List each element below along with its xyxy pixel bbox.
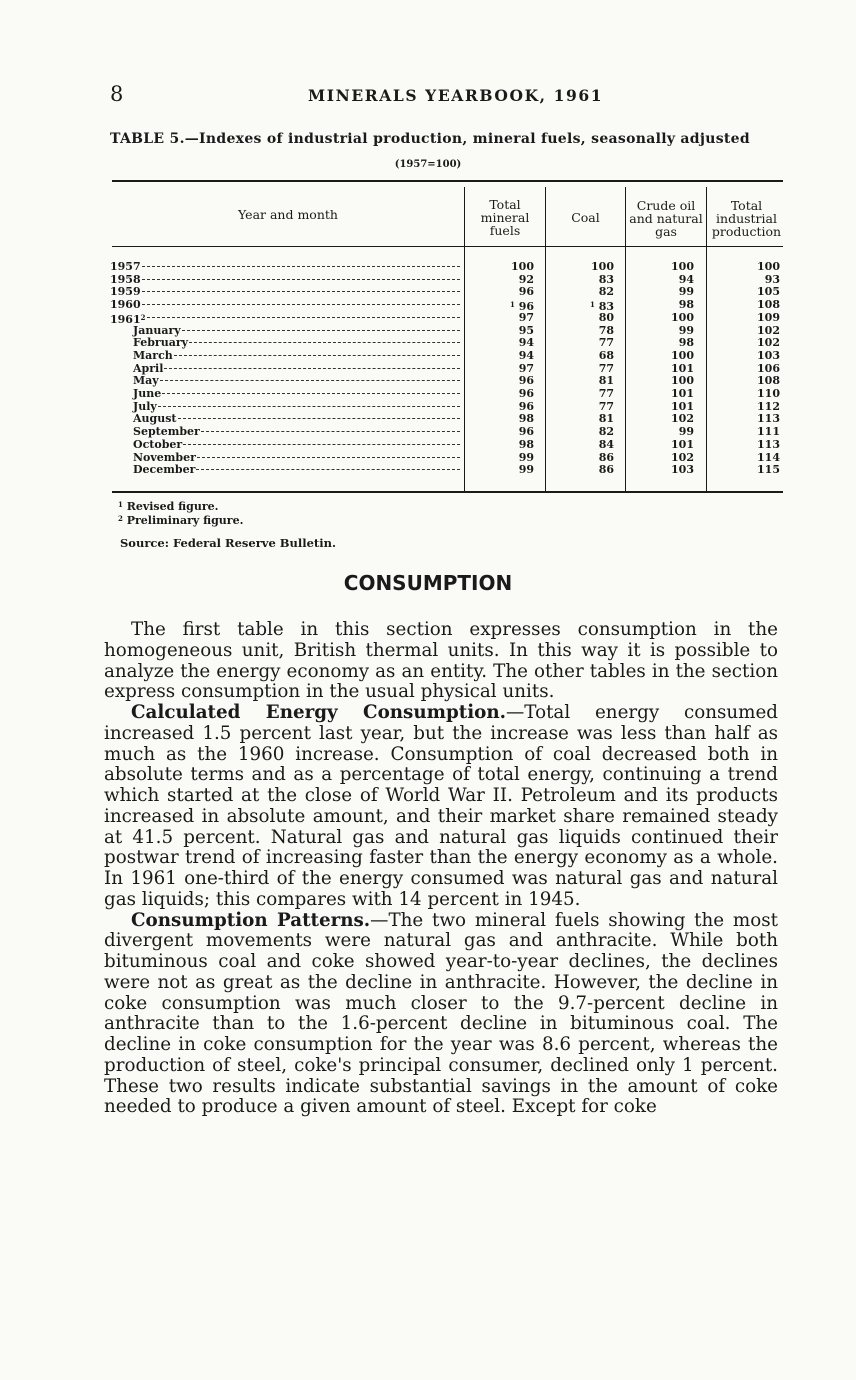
cell-total: 96 bbox=[518, 399, 534, 413]
leader-dots bbox=[142, 291, 460, 292]
cell-industrial: 109 bbox=[757, 310, 780, 324]
cell-coal: 78 bbox=[598, 323, 614, 337]
cell-coal: 77 bbox=[598, 361, 614, 375]
row-label: May bbox=[133, 374, 159, 388]
cell-crude: 100 bbox=[671, 374, 694, 388]
cell-industrial: 112 bbox=[757, 399, 780, 413]
cell-coal: 80 bbox=[598, 310, 614, 324]
table-bottom-rule bbox=[112, 491, 783, 493]
leader-dots bbox=[197, 457, 460, 458]
leader-dots bbox=[142, 304, 460, 305]
cell-crude: 98 bbox=[678, 298, 694, 312]
footnote: $^1$ Revised figure. bbox=[118, 500, 219, 513]
cell-total: 98 bbox=[518, 412, 534, 426]
section-heading: CONSUMPTION bbox=[343, 571, 513, 595]
row-label: 1959 bbox=[110, 285, 141, 299]
row-label: January bbox=[133, 323, 181, 337]
cell-total: 98 bbox=[518, 437, 534, 451]
cell-total: 96 bbox=[518, 285, 534, 299]
cell-total: 96 bbox=[518, 425, 534, 439]
cell-coal: 81 bbox=[598, 374, 614, 388]
leader-dots bbox=[201, 431, 460, 432]
row-label: 1958 bbox=[110, 272, 141, 286]
cell-industrial: 105 bbox=[757, 285, 780, 299]
row-label: November bbox=[133, 450, 196, 464]
page-number: 8 bbox=[110, 82, 124, 106]
cell-total: 94 bbox=[518, 348, 534, 362]
leader-dots bbox=[158, 406, 460, 407]
cell-industrial: 108 bbox=[757, 298, 780, 312]
leader-dots bbox=[196, 469, 460, 470]
cell-crude: 103 bbox=[671, 463, 694, 477]
row-label: March bbox=[133, 348, 173, 362]
cell-crude: 100 bbox=[671, 348, 694, 362]
cell-crude: 98 bbox=[678, 336, 694, 350]
cell-coal: 68 bbox=[598, 348, 614, 362]
cell-coal: $^1$ 83 bbox=[589, 300, 614, 314]
cell-coal: 86 bbox=[598, 463, 614, 477]
leader-dots bbox=[189, 342, 460, 343]
cell-total: 99 bbox=[518, 463, 534, 477]
cell-industrial: 102 bbox=[757, 323, 780, 337]
footnote: $^2$ Preliminary figure. bbox=[118, 514, 244, 527]
leader-dots bbox=[183, 444, 460, 445]
cell-industrial: 113 bbox=[757, 437, 780, 451]
leader-dots bbox=[162, 393, 460, 394]
column-header-crude-oil: Crude oil and natural gas bbox=[629, 198, 703, 239]
run-in-heading: Consumption Patterns. bbox=[131, 909, 371, 931]
cell-coal: 83 bbox=[598, 272, 614, 286]
cell-coal: 82 bbox=[598, 285, 614, 299]
cell-crude: 99 bbox=[678, 425, 694, 439]
cell-coal: 86 bbox=[598, 450, 614, 464]
row-label: June bbox=[133, 387, 162, 400]
table-header-rule bbox=[112, 246, 783, 247]
leader-dots bbox=[182, 330, 460, 331]
cell-total: 97 bbox=[518, 310, 534, 324]
cell-industrial: 106 bbox=[757, 361, 780, 375]
cell-industrial: 113 bbox=[757, 412, 780, 426]
column-header-year: Year and month bbox=[238, 207, 338, 222]
row-label: 1957 bbox=[110, 260, 141, 273]
row-label: October bbox=[133, 437, 183, 451]
row-label: February bbox=[133, 336, 189, 350]
paragraph: Calculated Energy Consumption.—Total energy consumed increased 1.5 percent last year, but the increase was less than half as much as the 1960 increase. Consumption of coal decreased both in absolute terms and as a percentage of total energy, continuing a trend which started at the close of World War II. Petroleum and its products increased in absolute amount, and their market share remained steady at 41.5 percent. Natural gas and natural gas liquids continued their postwar trend of increasing faster than the energy economy as a whole. In 1961 one-third of the energy consumed was natural gas and natural gas liquids; this compares with 14 percent in 1945. bbox=[104, 702, 778, 910]
row-label: 1961$^2$ bbox=[110, 312, 146, 326]
cell-total: 96 bbox=[518, 387, 534, 400]
table-row bbox=[110, 464, 783, 477]
row-label: April bbox=[133, 361, 164, 375]
cell-crude: 100 bbox=[671, 310, 694, 324]
paragraph: Consumption Patterns.—The two mineral fuels showing the most divergent movements were natural gas and anthracite. While both bituminous coal and coke showed year-to-year declines, the declines were not as great as the decline in anthracite. However, the decline in coke consumption was much closer to the 9.7-percent decline in anthracite than to the 1.6-percent decline in bituminous coal. The decline in coke consumption for the year was 8.6 percent, whereas the production of steel, coke's principal consumer, declined only 1 percent. These two results indicate substantial savings in the amount of coke needed to produce a given amount of steel. Except for coke bbox=[104, 909, 778, 1118]
column-header-coal: Coal bbox=[571, 210, 600, 225]
intro-paragraph: The first table in this section expresses consumption in the homogeneous unit, British thermal units. In this way it is possible to analyze the energy economy as an entity. The other tables in the section express consumption in the usual physical units. bbox=[104, 619, 778, 703]
cell-total: 99 bbox=[518, 450, 534, 464]
row-label: 1960 bbox=[110, 298, 141, 312]
cell-industrial: 93 bbox=[764, 272, 780, 286]
cell-industrial: 100 bbox=[757, 260, 780, 273]
cell-crude: 102 bbox=[671, 412, 694, 426]
cell-coal: 82 bbox=[598, 425, 614, 439]
cell-crude: 101 bbox=[671, 437, 694, 451]
cell-total: 94 bbox=[518, 336, 534, 350]
run-in-heading: Calculated Energy Consumption. bbox=[131, 702, 507, 723]
cell-coal: 84 bbox=[598, 437, 614, 451]
cell-crude: 94 bbox=[678, 272, 694, 286]
cell-total: 92 bbox=[518, 272, 534, 286]
cell-coal: 77 bbox=[598, 336, 614, 350]
cell-coal: 77 bbox=[598, 387, 614, 400]
cell-industrial: 115 bbox=[757, 463, 780, 477]
cell-coal: 100 bbox=[591, 260, 614, 273]
leader-dots bbox=[160, 380, 460, 381]
cell-total: 97 bbox=[518, 361, 534, 375]
cell-industrial: 114 bbox=[757, 450, 780, 464]
cell-industrial: 108 bbox=[757, 374, 780, 388]
cell-crude: 101 bbox=[671, 387, 694, 400]
cell-industrial: 102 bbox=[757, 336, 780, 350]
leader-dots bbox=[178, 418, 460, 419]
table-title: TABLE 5.—Indexes of industrial production, mineral fuels, seasonally adjusted bbox=[110, 131, 750, 147]
column-header-total-mineral-fuels: Total mineral fuels bbox=[480, 197, 530, 238]
leader-dots bbox=[164, 368, 460, 369]
column-header-industrial-production: Total industrial production bbox=[711, 198, 782, 239]
cell-industrial: 103 bbox=[757, 348, 780, 362]
body-text bbox=[104, 620, 778, 1118]
table-subtitle: (1957=100) bbox=[394, 159, 462, 170]
table-top-rule bbox=[112, 180, 783, 182]
cell-crude: 99 bbox=[678, 323, 694, 337]
cell-crude: 101 bbox=[671, 361, 694, 375]
cell-coal: 77 bbox=[598, 399, 614, 413]
cell-crude: 99 bbox=[678, 285, 694, 299]
cell-crude: 101 bbox=[671, 399, 694, 413]
row-label: August bbox=[133, 412, 177, 426]
row-label: September bbox=[133, 425, 200, 439]
cell-industrial: 110 bbox=[757, 387, 780, 400]
cell-industrial: 111 bbox=[757, 425, 780, 439]
row-label: July bbox=[133, 399, 157, 413]
leader-dots bbox=[142, 279, 460, 280]
cell-total: 95 bbox=[518, 323, 534, 337]
cell-crude: 100 bbox=[671, 260, 694, 273]
table-source: Source: Federal Reserve Bulletin. bbox=[120, 536, 336, 550]
row-label: December bbox=[133, 463, 196, 477]
leader-dots bbox=[174, 355, 460, 356]
cell-total: 100 bbox=[511, 260, 534, 273]
leader-dots bbox=[147, 317, 460, 318]
cell-crude: 102 bbox=[671, 450, 694, 464]
cell-total: 96 bbox=[518, 374, 534, 388]
cell-total: $^1$ 96 bbox=[509, 300, 534, 314]
leader-dots bbox=[142, 266, 460, 267]
running-head: MINERALS YEARBOOK, 1961 bbox=[308, 86, 604, 105]
cell-coal: 81 bbox=[598, 412, 614, 426]
